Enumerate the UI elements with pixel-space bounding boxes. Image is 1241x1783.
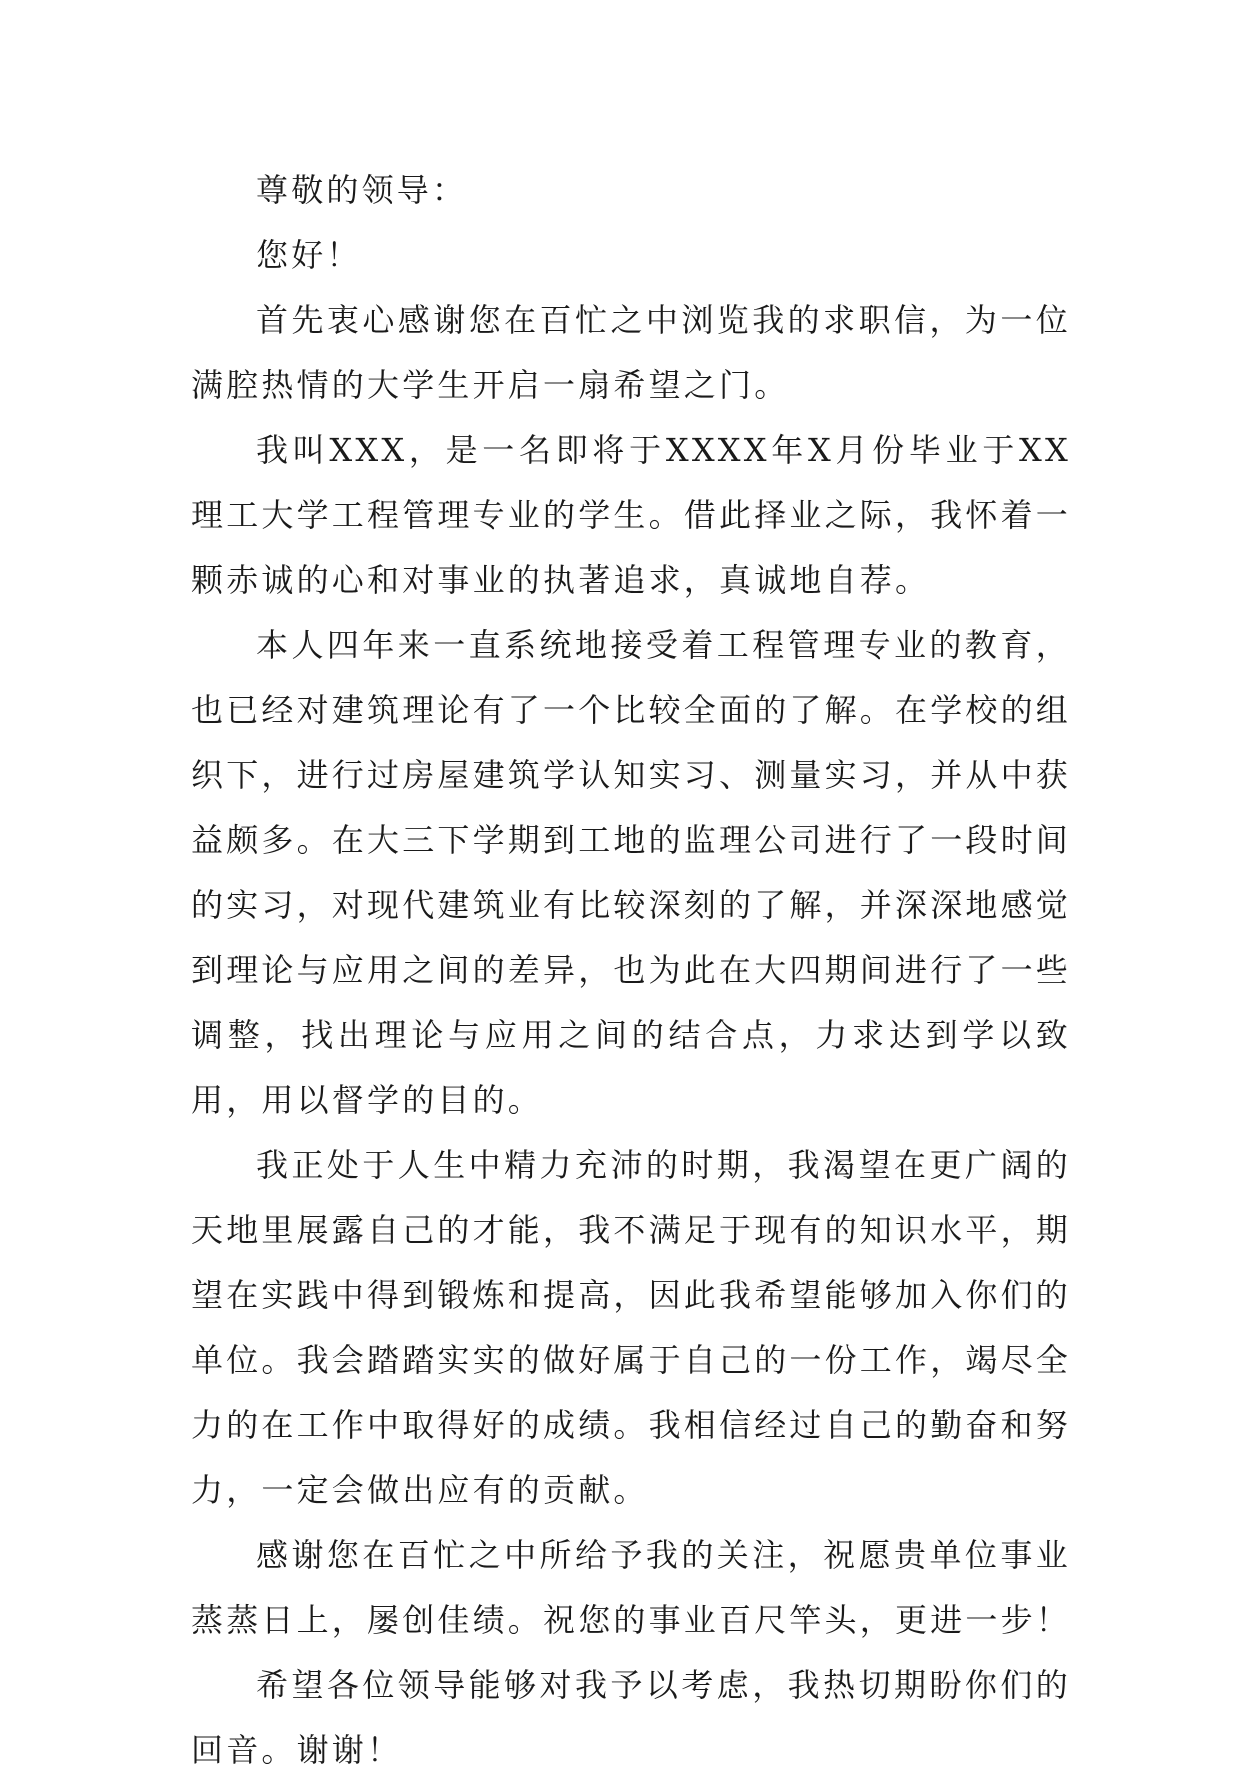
paragraph-introduction: 我叫XXX，是一名即将于XXXX年X月份毕业于XX理工大学工程管理专业的学生。借此择业之际，我怀着一颗赤诚的心和对事业的执著追求，真诚地自荐。 [191,431,1072,599]
paragraph-closing: 希望各位领导能够对我予以考虑，我热切期盼你们的回音。谢谢！ [191,1666,1071,1769]
greeting: 您好！ [256,236,362,274]
paragraph-education-experience: 本人四年来一直系统地接受着工程管理专业的教育，也已经对建筑理论有了一个比较全面的了解。在学校的组织下，进行过房屋建筑学认知实习、测量实习，并从中获益颇多。在大三下学期到工地的监理公司进行了一段时间的实习，对现代建筑业有比较深刻的了解，并深深地感觉到理论与应用之间的差异，也为此在大四期间进行了一些调整，找出理论与应用之间的结合点，力求达到学以致用，用以督学的目的。 [191,626,1072,1119]
paragraph-thanks: 首先衷心感谢您在百忙之中浏览我的求职信，为一位满腔热情的大学生开启一扇希望之门。 [191,301,1071,404]
salutation: 尊敬的领导： [256,171,468,209]
paragraph-wishes: 感谢您在百忙之中所给予我的关注，祝愿贵单位事业蒸蒸日上，屡创佳绩。祝您的事业百尺竿头，更进一步！ [191,1536,1072,1639]
cover-letter-body [191,158,1071,1783]
paragraph-aspiration: 我正处于人生中精力充沛的时期，我渴望在更广阔的天地里展露自己的才能，我不满足于现有的知识水平，期望在实践中得到锻炼和提高，因此我希望能够加入你们的单位。我会踏踏实实的做好属于自己的一份工作，竭尽全力的在工作中取得好的成绩。我相信经过自己的勤奋和努力，一定会做出应有的贡献。 [191,1146,1072,1509]
